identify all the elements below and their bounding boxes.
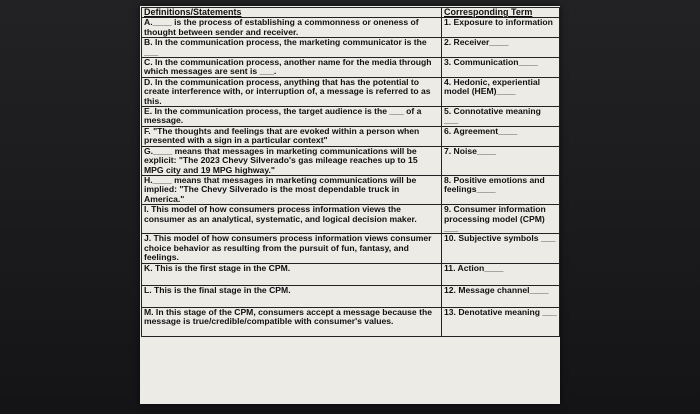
term-cell: 5. Connotative meaning ___ [442, 107, 560, 127]
statement-cell: F. "The thoughts and feelings that are evoked within a person when presented with a sign in a particular context" [142, 126, 442, 146]
worksheet [140, 6, 560, 404]
statement-cell: M. In this stage of the CPM, consumers accept a message because the message is true/credible/compatible with consumer's values. [142, 307, 442, 336]
table-row [142, 126, 560, 146]
statement-cell: A.____ is the process of establishing a commonness or oneness of thought between sender and receiver. [142, 18, 442, 38]
statement-cell: K. This is the first stage in the CPM. [142, 263, 442, 285]
table-row [142, 205, 560, 234]
terms-header: Corresponding Term [442, 8, 560, 18]
term-cell: 4. Hedonic, experiential model (HEM)____ [442, 77, 560, 106]
term-cell: 8. Positive emotions and feelings____ [442, 175, 560, 204]
statements-header: Definitions/Statements [142, 8, 442, 18]
statement-cell: L. This is the final stage in the CPM. [142, 285, 442, 307]
table-row [142, 175, 560, 204]
term-cell: 12. Message channel____ [442, 285, 560, 307]
term-cell: 9. Consumer information processing model (CPM) ___ [442, 205, 560, 234]
table-row [142, 307, 560, 336]
table-row [142, 234, 560, 263]
table-row [142, 58, 560, 78]
term-cell: 2. Receiver____ [442, 38, 560, 58]
statement-cell: I. This model of how consumers process information views the consumer as an analytical, systematic, and logical decision maker. [142, 205, 442, 234]
table-row [142, 285, 560, 307]
header-row [142, 8, 560, 18]
term-cell: 7. Noise____ [442, 146, 560, 175]
table-row [142, 77, 560, 106]
matching-table [141, 7, 560, 337]
term-cell: 6. Agreement____ [442, 126, 560, 146]
table-row [142, 146, 560, 175]
term-cell: 10. Subjective symbols ___ [442, 234, 560, 263]
statement-cell: C. In the communication process, another name for the media through which messages are sent is ___. [142, 58, 442, 78]
term-cell: 1. Exposure to information [442, 18, 560, 38]
statement-cell: B. In the communication process, the marketing communicator is the ___ [142, 38, 442, 58]
table-row [142, 107, 560, 127]
statement-cell: H.____ means that messages in marketing communications will be implied: "The Chevy Silverado is the most dependable truck in America." [142, 175, 442, 204]
term-cell: 13. Denotative meaning ___ [442, 307, 560, 336]
statement-cell: D. In the communication process, anything that has the potential to create interference with, or interruption of, a message is referred to as this. [142, 77, 442, 106]
table-row [142, 38, 560, 58]
statement-cell: J. This model of how consumers process information views consumer choice behavior as resulting from the pursuit of fun, fantasy, and feelings. [142, 234, 442, 263]
table-row [142, 263, 560, 285]
statement-cell: E. In the communication process, the target audience is the ___ of a message. [142, 107, 442, 127]
term-cell: 3. Communication____ [442, 58, 560, 78]
statement-cell: G.____ means that messages in marketing communications will be explicit: "The 2023 Chevy Silverado's gas mileage reaches up to 15 MPG city and 19 MPG highway." [142, 146, 442, 175]
table-row [142, 18, 560, 38]
term-cell: 11. Action____ [442, 263, 560, 285]
